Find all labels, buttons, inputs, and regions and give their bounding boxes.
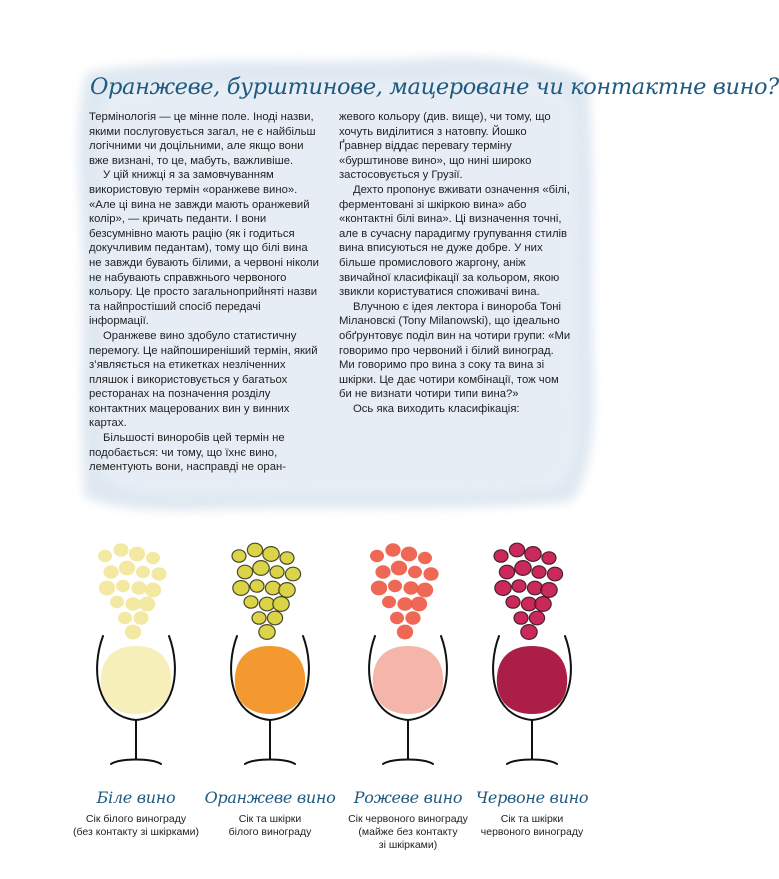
- grape: [411, 597, 427, 612]
- wine-description-line: білого винограду: [228, 826, 312, 839]
- grape: [541, 583, 557, 598]
- wine-name: Оранжеве вино: [204, 788, 336, 807]
- grape: [512, 580, 526, 592]
- grape: [375, 565, 390, 579]
- grape: [113, 543, 128, 557]
- wine-name: Рожеве вино: [353, 788, 463, 807]
- grape: [273, 597, 289, 612]
- wine-name: Біле вино: [96, 788, 176, 807]
- grape: [99, 581, 115, 596]
- paragraph: Оранжеве вино здобуло статистичну перемогу. Це найпоширеніший термін, який з’являється на етикетках незліченних пляшок і використовується у багатьох ресторанах на позначення розділу контактних мацерованих вин у винних картах.: [89, 329, 318, 430]
- grape: [247, 543, 262, 557]
- grape: [515, 561, 531, 576]
- wine-description-line: червоного винограду: [480, 826, 584, 839]
- grape: [145, 583, 161, 598]
- grape: [136, 566, 150, 578]
- paragraph: Ось яка виходить класифікація:: [353, 402, 520, 415]
- glass-base: [383, 760, 433, 765]
- grape: [125, 597, 140, 611]
- grape: [417, 583, 433, 598]
- grape: [237, 565, 252, 579]
- grape: [495, 581, 511, 596]
- grape: [252, 612, 266, 624]
- paragraph: Термінологія — це мінне поле. Іноді назви, якими послуговується загал, не є найбільш логічними чи доцільними, але якщо вони вже визнані, то це, мабуть, важливіше.: [89, 111, 316, 167]
- wine-description-line: Сік та шкірки: [238, 813, 302, 825]
- grape: [133, 611, 148, 625]
- grape: [390, 612, 404, 624]
- grape: [547, 567, 562, 581]
- grape: [506, 596, 520, 608]
- grape: [529, 611, 544, 625]
- text-column-right: [339, 110, 571, 416]
- grape: [244, 596, 258, 608]
- wine-description: [195, 813, 345, 839]
- glass-base: [111, 760, 161, 765]
- grape: [279, 583, 295, 598]
- grape: [525, 547, 541, 562]
- grape: [514, 612, 528, 624]
- wine-card-red: [457, 528, 607, 839]
- wine-description-line: Сік білого винограду: [85, 813, 187, 825]
- wine-description: [61, 813, 211, 839]
- grape: [285, 567, 300, 581]
- glass-base: [507, 760, 557, 765]
- wine-name: Червоне вино: [475, 788, 589, 807]
- grape: [371, 581, 387, 596]
- grape: [391, 561, 407, 576]
- wine-description-line: зі шкірками): [378, 839, 438, 852]
- paragraph: Більшості виноробів цей термін не подобається: чи тому, що їхнє вино, лементують вони, насправді не оран-: [89, 432, 286, 474]
- grape: [146, 552, 160, 564]
- grape: [388, 580, 402, 592]
- grape: [509, 543, 524, 557]
- paragraph: жевого кольору (див. вище), чи тому, що хочуть виділитися з натовпу. Йошко Ґравнер віддає перевагу терміну «бурштинове вино», що нині широко застосовується у Грузії.: [339, 111, 551, 182]
- grape: [125, 625, 141, 640]
- grape: [542, 552, 556, 564]
- grape: [280, 552, 294, 564]
- orange-wine-illustration: [195, 528, 345, 778]
- wine-card-orange: [195, 528, 345, 839]
- grape: [494, 550, 508, 562]
- grape: [418, 552, 432, 564]
- grape: [397, 597, 412, 611]
- grape: [98, 550, 112, 562]
- wine-card-white: [61, 528, 211, 839]
- grape: [499, 565, 514, 579]
- grape: [118, 612, 132, 624]
- grape: [139, 597, 155, 612]
- white-wine-illustration: [61, 528, 211, 778]
- grape: [408, 566, 422, 578]
- grape: [151, 567, 166, 581]
- grape: [131, 581, 146, 595]
- wine-description-line: Сік та шкірки: [500, 813, 564, 825]
- grape: [270, 566, 284, 578]
- grape: [250, 580, 264, 592]
- grape: [532, 566, 546, 578]
- wine-description-line: (майже без контакту: [358, 826, 458, 839]
- wine-description: [457, 813, 607, 839]
- grape: [259, 625, 275, 640]
- grape: [370, 550, 384, 562]
- wine-fill: [497, 646, 567, 714]
- grape: [263, 547, 279, 562]
- paragraph: Дехто пропонує вживати означення «білі, ферментовані зі шкіркою вина» або «контактні білі вина». Ці визначення точні, але в сучасну парадигму групування стилів вина вписуються не дуже добре. У них більше промислового жаргону, аніж звичайної класифікації за кольором, якою звикли користуватися споживачі вина.: [339, 183, 570, 299]
- text-column-left: [89, 110, 321, 475]
- grape: [405, 611, 420, 625]
- grape: [265, 581, 280, 595]
- grape: [401, 547, 417, 562]
- grape: [116, 580, 130, 592]
- grape: [103, 565, 118, 579]
- grape: [233, 581, 249, 596]
- wine-fill: [235, 646, 305, 714]
- paragraph: Влучною є ідея лектора і винороба Тоні Мілановскі (Tony Milanowski), що ідеально обґрунтовує поділ вин на чотири групи: «Ми говоримо про червоний і білий виноград. Ми говоримо про вина з соку та вина зі шкірки. Це дає чотири комбінації, тож чом би не визнати чотири типи вина?»: [339, 300, 571, 401]
- grape: [521, 625, 537, 640]
- grape: [110, 596, 124, 608]
- grape: [382, 596, 396, 608]
- grape: [397, 625, 413, 640]
- grape: [129, 547, 145, 562]
- grape: [527, 581, 542, 595]
- wine-fill: [101, 646, 171, 714]
- grape: [232, 550, 246, 562]
- grape: [267, 611, 282, 625]
- grape: [385, 543, 400, 557]
- paragraph: У цій книжці я за замовчуванням використовую термін «оранжеве вино». «Але ці вина не завжди мають оранжевий колір», — кричать педанти. І вони безсумнівно мають рацію (як і годиться докучливим педантам), тому що білі вина не завжди бувають білими, а червоні ніколи не набувають справжнього червоного кольору. Це просто загальноприйняті назви та найпростіший спосіб передачі інформації.: [89, 169, 319, 328]
- grape: [535, 597, 551, 612]
- wine-description-line: (без контакту зі шкірками): [73, 826, 199, 839]
- grape: [119, 561, 135, 576]
- grape: [403, 581, 418, 595]
- wine-fill: [373, 646, 443, 714]
- wine-description-line: Сік червоного винограду: [348, 813, 468, 825]
- red-wine-illustration: [457, 528, 607, 778]
- grape: [423, 567, 438, 581]
- grape: [253, 561, 269, 576]
- glass-base: [245, 760, 295, 765]
- page-title: Оранжеве, бурштинове, мацероване чи контактне вино?: [90, 74, 779, 100]
